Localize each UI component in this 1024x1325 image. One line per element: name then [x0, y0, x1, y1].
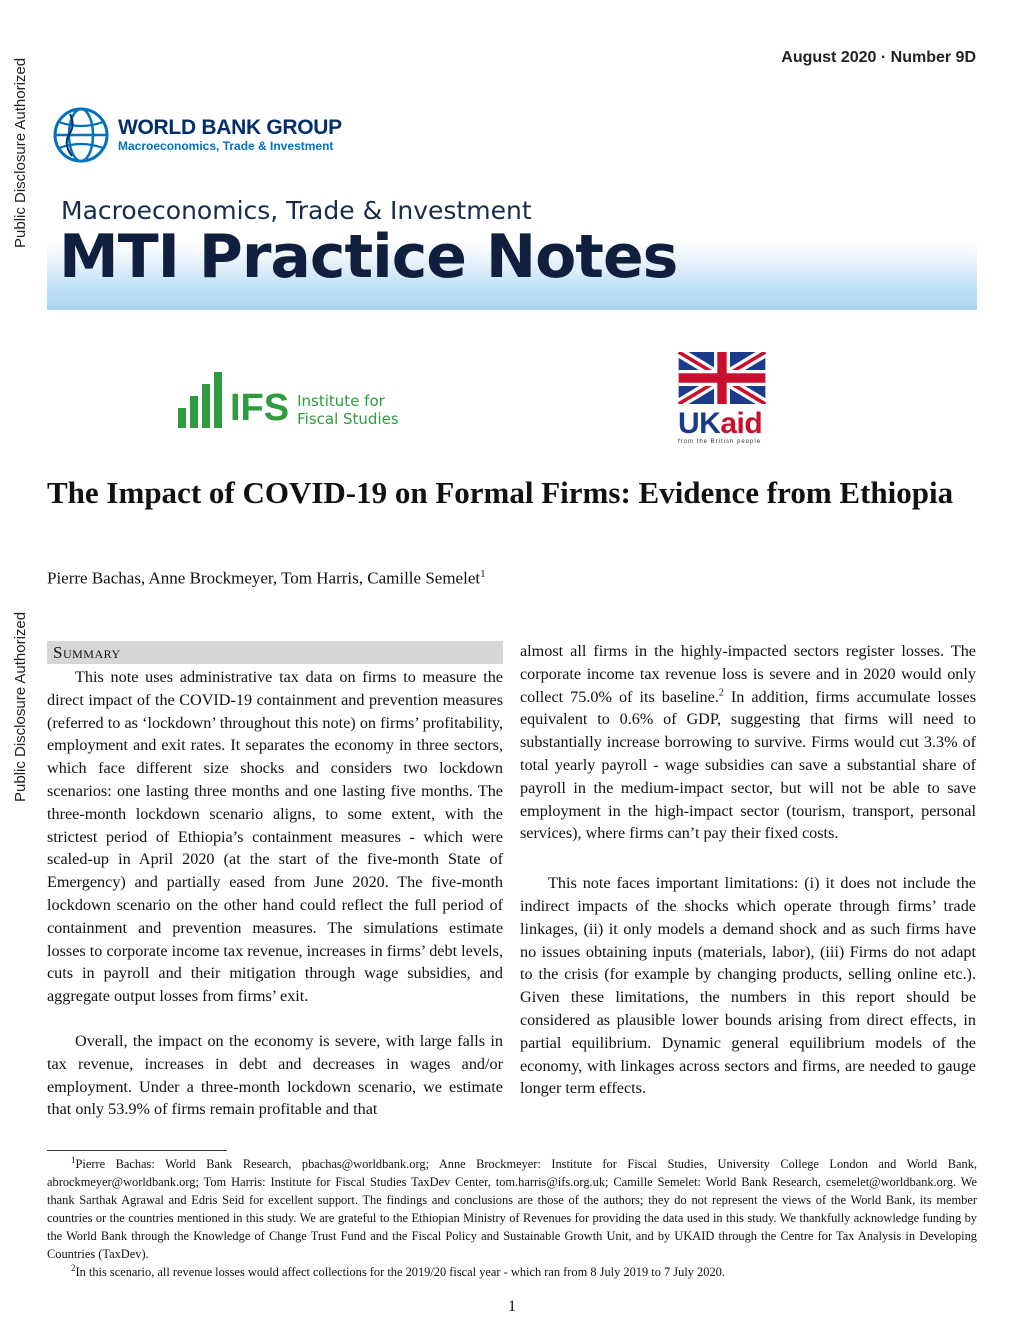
ukaid-wordmark	[678, 409, 766, 439]
ifs-logo	[178, 372, 399, 428]
summary-paragraph-3	[520, 640, 976, 845]
wb-name: WORLD BANK GROUP	[118, 116, 342, 139]
banner-title: MTI Practice Notes	[59, 222, 678, 292]
issue-date: August 2020 · Number 9D	[781, 49, 976, 66]
footnote-2-mark: 2	[71, 1262, 76, 1273]
document-title: The Impact of COVID-19 on Formal Firms: Evidence from Ethiopia	[47, 475, 954, 510]
disclosure-label-top: Public Disclosure Authorized	[12, 57, 29, 248]
banner-subtitle: Macroeconomics, Trade & Investment	[61, 196, 532, 225]
footnote-ref-1[interactable]: 1	[480, 568, 486, 580]
ukaid-aid: aid	[720, 407, 763, 440]
ukaid-logo	[678, 352, 766, 445]
ukaid-tagline: from the British people	[678, 439, 762, 445]
summary-paragraph-3a: almost all firms in the highly-impacted sectors register losses. The corporate income tax revenue loss is severe and in 2020 would only collect 75.0% of its baseline.	[520, 642, 976, 706]
authors-names: Pierre Bachas, Anne Brockmeyer, Tom Harris, Camille Semelet	[47, 568, 481, 588]
summary-heading	[47, 641, 503, 664]
ukaid-uk: UK	[678, 407, 721, 440]
authors	[47, 568, 486, 589]
footnote-ref-2[interactable]: 2	[718, 687, 724, 699]
summary-paragraph-2: Overall, the impact on the economy is severe, with large falls in tax revenue, increases in debt and decreases in wages and/or employment. Under a three-month lockdown scenario, we estimate that only 53.9% of firms remain profitable and that	[47, 1031, 503, 1119]
footnote-1-text: Pierre Bachas: World Bank Research, pbachas@worldbank.org; Anne Brockmeyer: Institute for Fiscal Studies, University College London and World Bank, abrockmeyer@worldbank.org; Tom Harris: Institute for Fiscal Studies TaxDev Center, tom.harris@ifs.org.uk; Camille Semelet: World Bank Research, csemelet@worldbank.org. We thank Sarthak Agrawal and Edris Seid for excellent support. The findings and conclusions are those of the authors; they do not represent the views of the World Bank, its member countries or the countries mentioned in this study. We are grateful to the Ethiopian Ministry of Revenues for providing the data used in this study. We thankfully acknowledge funding by the World Bank through the Knowledge of Change Trust Fund and the Fiscal Policy and Sustainable Growth Unit, and by UKAID through the Centre for Tax Analysis in Developing Countries (TaxDev).	[47, 1157, 977, 1261]
footnote-divider	[47, 1150, 227, 1151]
union-flag-icon	[678, 352, 766, 404]
ifs-mark: IFS	[230, 387, 290, 429]
globe-icon	[52, 106, 110, 164]
summary-paragraph-3b: In addition, firms accumulate losses equivalent to 0.6% of GDP, suggesting that firms will need to substantially increase borrowing to survive. Firms would cut 3.3% of total yearly payroll - wage subsidies can save a substantial share of payroll in the medium-impact sector, but will not be able to save employment in the high-impact sector (tourism, transport, personal services), where firms can’t pay their fixed costs.	[520, 687, 976, 843]
summary-paragraph-4: This note faces important limitations: (i) it does not include the indirect impacts of the shocks which operate through firms’ trade linkages, (ii) it only models a demand shock and as such firms have no issues obtaining inputs (materials, labor), (iii) Firms do not adapt to the crisis (for example by changing products, selling online etc.). Given these limitations, the numbers in this report should be considered as plausible lower bounds arising from direct effects, in partial equilibrium. Dynamic general equilibrium models of the economy, with linkages across sectors and firms, are needed to gauge longer term effects.	[520, 874, 976, 1098]
footnotes	[47, 1155, 977, 1281]
summary-paragraph-1: This note uses administrative tax data on firms to measure the direct impact of the COVID-19 containment and prevention measures (referred to as ‘lockdown’ throughout this note) on firms’ profitability, employment and exit rates. It separates the economy in three sectors, which face different size shocks and considers two lockdown scenarios: one lasting three months and one lasting five months. The three-month lockdown scenario aligns, to some extent, with the strictest period of Ethiopia’s containment measures - which were scaled-up in April 2020 (at the start of the five-month State of Emergency) and partially eased from June 2020. The five-month lockdown scenario on the other hand could reflect the full period of containment and prevention measures. The simulations estimate losses to corporate income tax revenue, increases in firms’ debt levels, cuts in payroll and their mitigation through wage subsidies, and aggregate output losses from firms’ exit.	[47, 668, 503, 1006]
right-column	[520, 640, 976, 1100]
disclosure-label-bottom: Public Disclosure Authorized	[12, 611, 29, 802]
footnote-1	[47, 1155, 977, 1263]
summary-heading-text: Summary	[53, 643, 121, 662]
series-banner	[47, 192, 977, 310]
ifs-name	[297, 392, 399, 428]
footnote-2-text: In this scenario, all revenue losses would affect collections for the 2019/20 fiscal year - which ran from 8 July 2019 to 7 July 2020.	[75, 1265, 725, 1279]
footnote-1-mark: 1	[71, 1154, 76, 1165]
ifs-name-line1: Institute for	[297, 392, 385, 410]
ifs-bars-icon	[178, 372, 222, 428]
world-bank-logo	[52, 106, 342, 164]
left-column	[47, 666, 503, 1121]
footnote-2	[47, 1263, 977, 1281]
ifs-name-line2: Fiscal Studies	[297, 410, 399, 428]
page-number: 1	[508, 1298, 516, 1315]
wb-subtitle: Macroeconomics, Trade & Investment	[118, 139, 334, 153]
